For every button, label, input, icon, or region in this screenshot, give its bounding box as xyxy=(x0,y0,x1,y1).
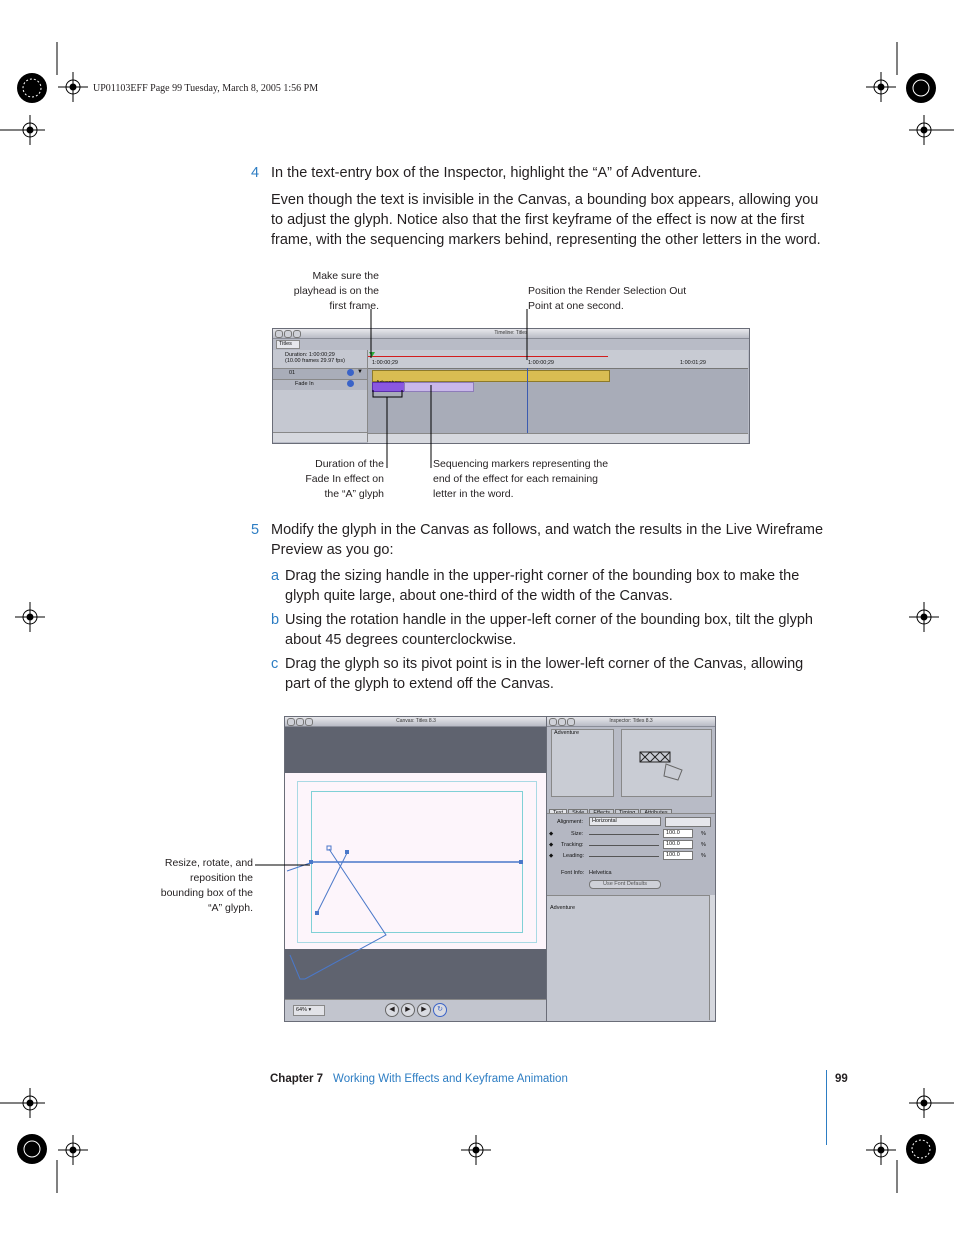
size-keyframe-icon[interactable]: ◆ xyxy=(549,831,554,837)
inspector-close-button[interactable] xyxy=(549,718,557,726)
font-info-label: Font Info: xyxy=(561,870,585,876)
leading-keyframe-icon[interactable]: ◆ xyxy=(549,853,554,859)
next-frame-button[interactable]: ▶ xyxy=(417,1003,431,1017)
callout-render-selection: Position the Render Selection Out Point at one second. xyxy=(528,285,687,312)
inspector-titlebar xyxy=(547,717,715,727)
sizing-handle-right xyxy=(519,860,523,864)
canvas-title: Canvas: Titles 8.3 xyxy=(396,718,436,724)
timeline-title: Timeline: Titles xyxy=(494,330,528,336)
rotation-handle xyxy=(345,850,349,854)
text-entry-scrollbar[interactable] xyxy=(709,895,715,1020)
alignment-label: Alignment: xyxy=(557,819,583,825)
step-4-paragraph: Even though the text is invisible in the Canvas, a bounding box appears, allowing you to adjust the glyph. Notice also that the first keyframe of the effect is now at the first frame, with the sequencing markers behind, representing the other letters in the word. xyxy=(271,192,821,248)
callout-fade-duration: Duration of the Fade In effect on the “A” glyph xyxy=(305,458,384,500)
track-expand-icon[interactable]: ▼ xyxy=(357,369,363,375)
pivot-handle xyxy=(315,911,319,915)
preview-label-box: Adventure xyxy=(551,729,614,797)
step-5-number: 5 xyxy=(251,522,260,538)
alignment-popup[interactable]: Horizontal xyxy=(589,817,661,826)
timecode-end: 1:00:01;29 xyxy=(680,360,706,366)
substep-b-text: Using the rotation handle in the upper-left corner of the bounding box, tilt the glyph about 45 degrees counterclockwise. xyxy=(285,612,813,648)
size-field[interactable]: 100.0 xyxy=(663,829,693,838)
effect-label: Fade In xyxy=(295,381,314,387)
font-info-value: Helvetica xyxy=(589,870,612,876)
callout-bounding-box: Resize, rotate, and reposition the bounding box of the “A” glyph. xyxy=(160,857,253,914)
footer-chapter-line xyxy=(270,1073,568,1085)
tracking-slider[interactable] xyxy=(589,845,659,846)
tab-titles[interactable]: Titles xyxy=(276,340,300,349)
loop-button[interactable]: ↻ xyxy=(433,1003,447,1017)
zoom-popup[interactable]: 64% ▾ xyxy=(293,1005,325,1016)
track-label: 01 xyxy=(289,370,296,376)
step-5-text: Modify the glyph in the Canvas as follows, and watch the results in the Live Wireframe Preview as you go: xyxy=(271,522,824,558)
footer-chapter-title: Working With Effects and Keyframe Animation xyxy=(333,1073,568,1085)
timecode-mid: 1:00:00;29 xyxy=(528,360,554,366)
size-slider[interactable] xyxy=(589,834,659,835)
substep-b-letter: b xyxy=(271,612,280,628)
glyph-wireframe[interactable] xyxy=(285,717,547,1021)
inspector-zoom-button[interactable] xyxy=(567,718,575,726)
live-wireframe-preview xyxy=(621,729,712,797)
use-font-defaults-button[interactable]: Use Font Defaults xyxy=(589,880,661,889)
justify-buttons[interactable] xyxy=(665,817,711,827)
canvas-window xyxy=(284,716,548,1022)
footer-rule xyxy=(826,1070,827,1145)
page-number: 99 xyxy=(835,1073,848,1085)
canvas-bottom-bar xyxy=(285,999,547,1021)
step-4-number: 4 xyxy=(251,165,260,181)
size-label: Size: xyxy=(571,831,584,837)
substep-c-letter: c xyxy=(271,656,279,672)
text-entry-box[interactable]: Adventure xyxy=(547,895,709,1021)
tracking-label: Tracking: xyxy=(561,842,584,848)
tracking-keyframe-icon[interactable]: ◆ xyxy=(549,842,554,848)
timecode-start: 1:00:00;29 xyxy=(372,360,398,366)
footer-chapter: Chapter 7 xyxy=(270,1073,324,1085)
previous-frame-button[interactable]: ◀ xyxy=(385,1003,399,1017)
inspector-title: Inspector: Titles 8.3 xyxy=(609,718,653,724)
substep-a-letter: a xyxy=(271,568,280,584)
substep-a-text: Drag the sizing handle in the upper-right corner of the bounding box to make the glyph quite large, about one-third of the width of the Canvas. xyxy=(285,568,800,604)
inspector-tabs xyxy=(549,801,713,811)
frames-label: (10.00 frames 29.97 fps) xyxy=(285,358,345,364)
leading-field[interactable]: 100.0 xyxy=(663,851,693,860)
tracking-unit: % xyxy=(701,842,706,848)
substep-c-text: Drag the glyph so its pivot point is in the lower-left corner of the Canvas, allowing part of the glyph to extend off the Canvas. xyxy=(285,656,804,692)
play-button[interactable]: ▶ xyxy=(401,1003,415,1017)
inspector-window xyxy=(546,716,716,1022)
callout-sequencing-markers: Sequencing markers representing the end of the effect for each remaining letter in the word. xyxy=(433,458,609,500)
duration-label: Duration: 1:00:00;29 xyxy=(285,352,335,358)
tracking-field[interactable]: 100.0 xyxy=(663,840,693,849)
size-unit: % xyxy=(701,831,706,837)
figure1-leaders xyxy=(0,0,954,520)
print-slug: UP01103EFF Page 99 Tuesday, March 8, 2005 1:56 PM xyxy=(93,83,319,94)
leading-label: Leading: xyxy=(563,853,585,859)
callout-playhead: Make sure the playhead is on the first frame. xyxy=(293,270,379,312)
figure2-leader xyxy=(250,855,320,875)
leading-unit: % xyxy=(701,853,706,859)
inspector-minimize-button[interactable] xyxy=(558,718,566,726)
step-4-text: In the text-entry box of the Inspector, highlight the “A” of Adventure. xyxy=(271,165,702,181)
leading-slider[interactable] xyxy=(589,856,659,857)
